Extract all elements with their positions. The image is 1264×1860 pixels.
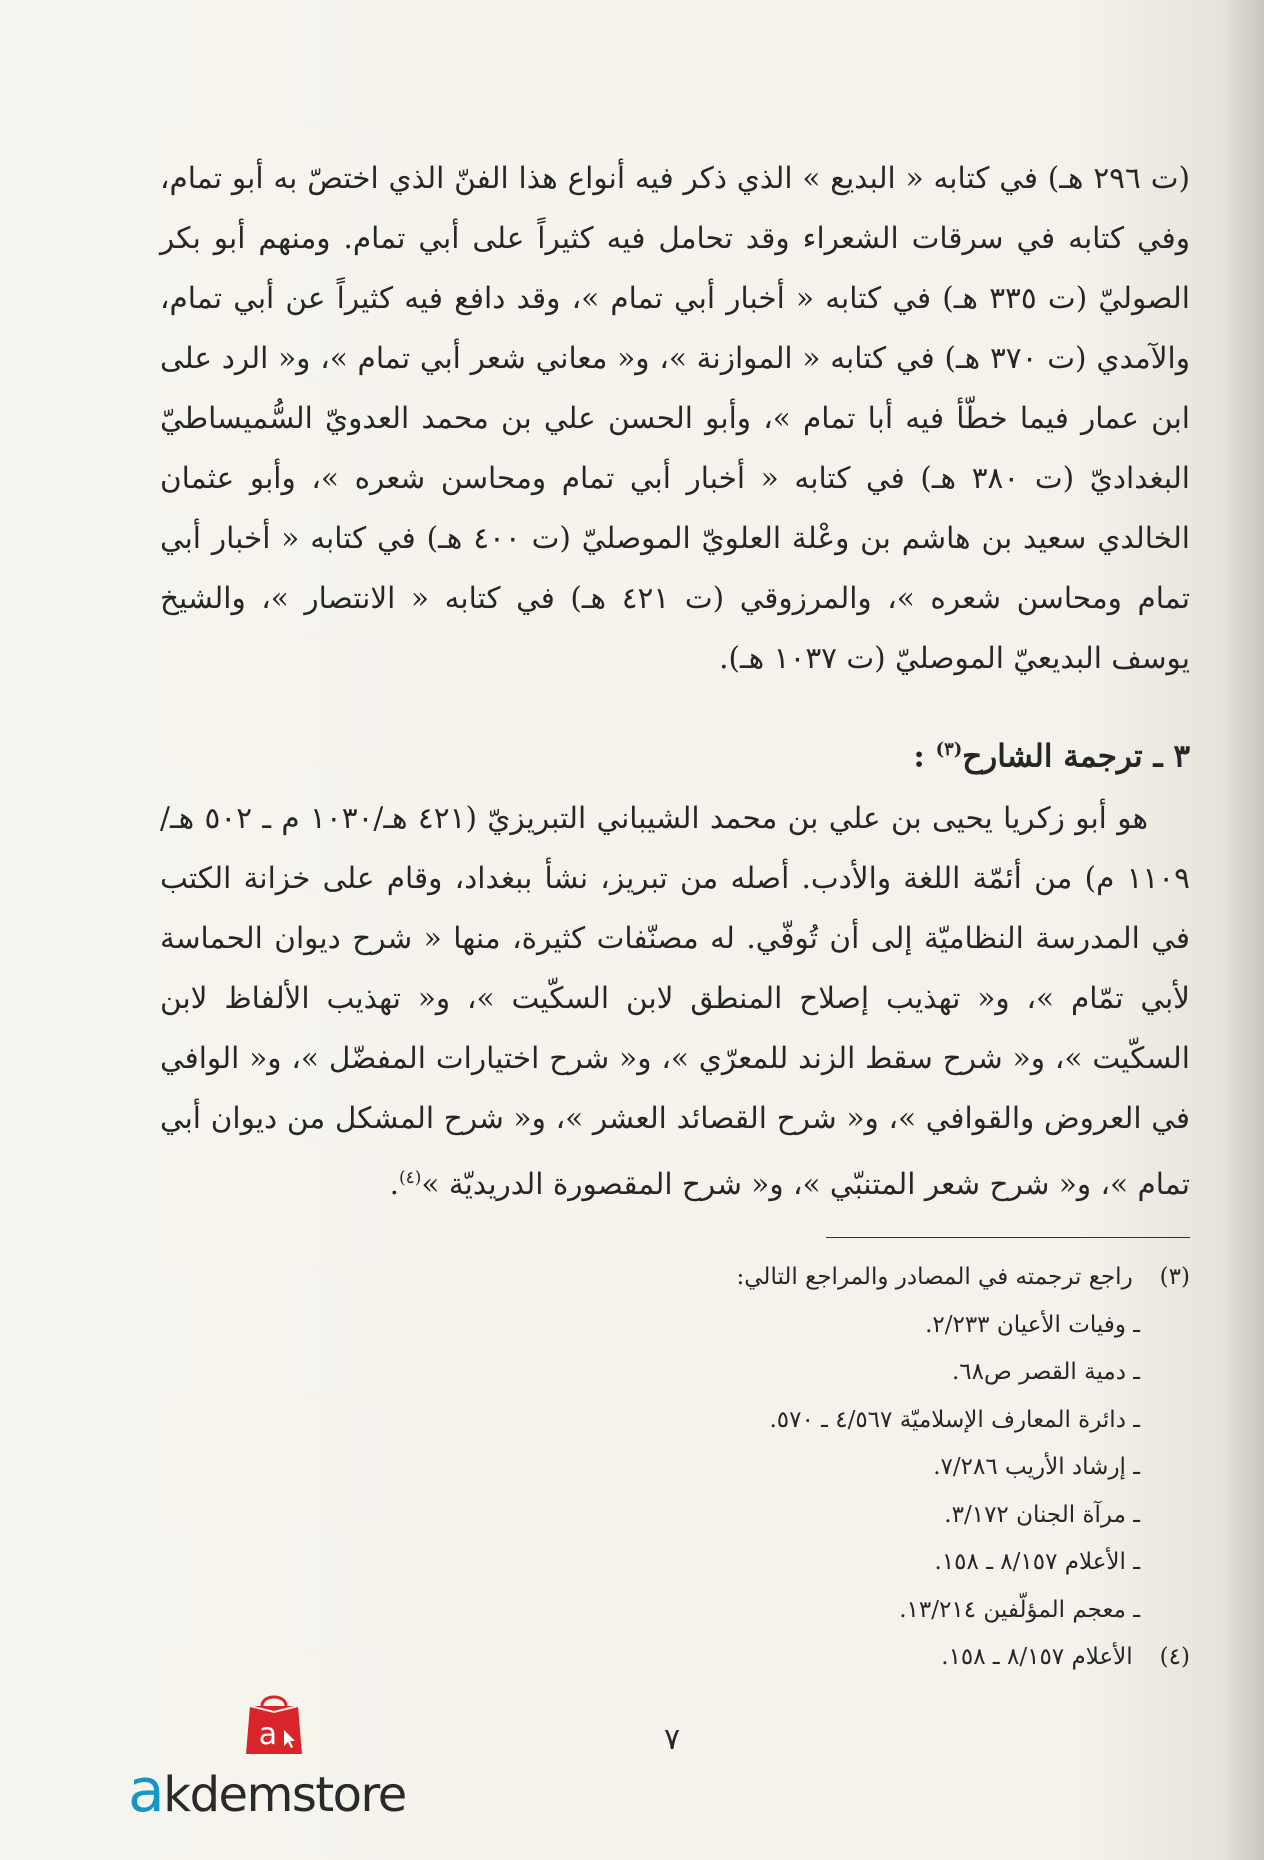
footnote-3-item: ـ دمية القصر ص٦٨.: [951, 1359, 1140, 1385]
akdemstore-watermark: [128, 1690, 428, 1826]
footnotes: [160, 1254, 1190, 1682]
section-heading: [160, 720, 1190, 786]
footnote-3-item: ـ مرآة الجنان ٣/١٧٢.: [944, 1501, 1140, 1528]
book-spine-shadow: [1224, 0, 1264, 1860]
footnote-3-item: ـ معجم المؤلّفين ١٣/٢١٤.: [899, 1596, 1140, 1623]
brand-name-rest: kdemstore: [163, 1767, 406, 1823]
brand-name-a: a: [128, 1756, 164, 1826]
paragraph-2-text: هو أبو زكريا يحيى بن علي بن محمد الشيباني التبريزيّ (٤٢١ هـ/١٠٣٠ م ـ ٥٠٢ هـ/١١٠٩ م) من أئمّة اللغة والأدب. أصله من تبريز، نشأ ببغداد، وقام على خزانة الكتب في المدرسة النظاميّة إلى أن تُوفّي. له مصنّفات كثيرة، منها « شرح ديوان الحماسة لأبي تمّام »، و« تهذيب إصلاح المنطق لابن السكّيت »، و« تهذيب الألفاظ لابن السكّيت »، و« شرح سقط الزند للمعرّي »، و« شرح اختيارات المفضّل »، و« الوافي في العروض والقوافي »، و« شرح القصائد العشر »، و« شرح المشكل من ديوان أبي تمام »، و« شرح شعر المتنبّي »، و« شرح المقصورة الدريديّة »: [160, 801, 1190, 1201]
page-number: ٧: [663, 1722, 681, 1757]
paragraph-2: [160, 788, 1190, 1214]
paragraph-1-text: (ت ٢٩٦ هـ) في كتابه « البديع » الذي ذكر فيه أنواع هذا الفنّ الذي اختصّ به أبو تمام، وفي كتابه في سرقات الشعراء وقد تحامل فيه كثيراً على أبي تمام. ومنهم أبو بكر الصوليّ (ت ٣٣٥ هـ) في كتابه « أخبار أبي تمام »، وقد دافع فيه كثيراً عن أبي تمام، والآمدي (ت ٣٧٠ هـ) في كتابه « الموازنة »، و« معاني شعر أبي تمام »، و« الرد على ابن عمار فيما خطّأ فيه أبا تمام »، وأبو الحسن علي بن محمد العدويّ السُّميساطيّ البغداديّ (ت ٣٨٠ هـ) في كتابه « أخبار أبي تمام ومحاسن شعره »، وأبو عثمان الخالدي سعيد بن هاشم بن وعْلة العلويّ الموصليّ (ت ٤٠٠ هـ) في كتابه « أخبار أبي تمام ومحاسن شعره »، والمرزوقي (ت ٤٢١ هـ) في كتابه « الانتصار »، والشيخ يوسف البديعيّ الموصليّ (ت ١٠٣٧ هـ).: [160, 161, 1191, 675]
footnote-separator: [826, 1237, 1190, 1238]
section-heading-note-ref: (٣): [935, 739, 963, 760]
brand-name: [128, 1756, 406, 1826]
footnote-3-intro: راجع ترجمته في المصادر والمراجع التالي:: [736, 1264, 1133, 1290]
footnote-3-number: (٣): [1159, 1264, 1190, 1290]
paragraph-2-note-ref: (٤): [398, 1168, 422, 1188]
footnote-4: [160, 1634, 1190, 1682]
footnote-4-text: الأعلام ٨/١٥٧ ـ ١٥٨.: [941, 1644, 1133, 1670]
section-heading-text: ٣ ـ ترجمة الشارح: [962, 738, 1190, 775]
section-heading-colon: :: [913, 738, 925, 775]
shopping-bag-logo-icon: [242, 1690, 306, 1756]
footnote-3: [160, 1254, 1190, 1302]
footnote-3-item: ـ دائرة المعارف الإسلاميّة ٤/٥٦٧ ـ ٥٧٠.: [769, 1406, 1140, 1433]
paragraph-2-end: .: [389, 1166, 399, 1201]
footnote-3-item: ـ إرشاد الأريب ٧/٢٨٦.: [933, 1454, 1140, 1480]
paragraph-1: [160, 148, 1190, 688]
logo-bag-letter: a: [258, 1717, 278, 1752]
footnote-3-item: ـ الأعلام ٨/١٥٧ ـ ١٥٨.: [934, 1549, 1140, 1575]
footnote-3-item: ـ وفيات الأعيان ٢/٢٣٣.: [925, 1311, 1140, 1338]
footnote-4-number: (٤): [1159, 1644, 1190, 1670]
